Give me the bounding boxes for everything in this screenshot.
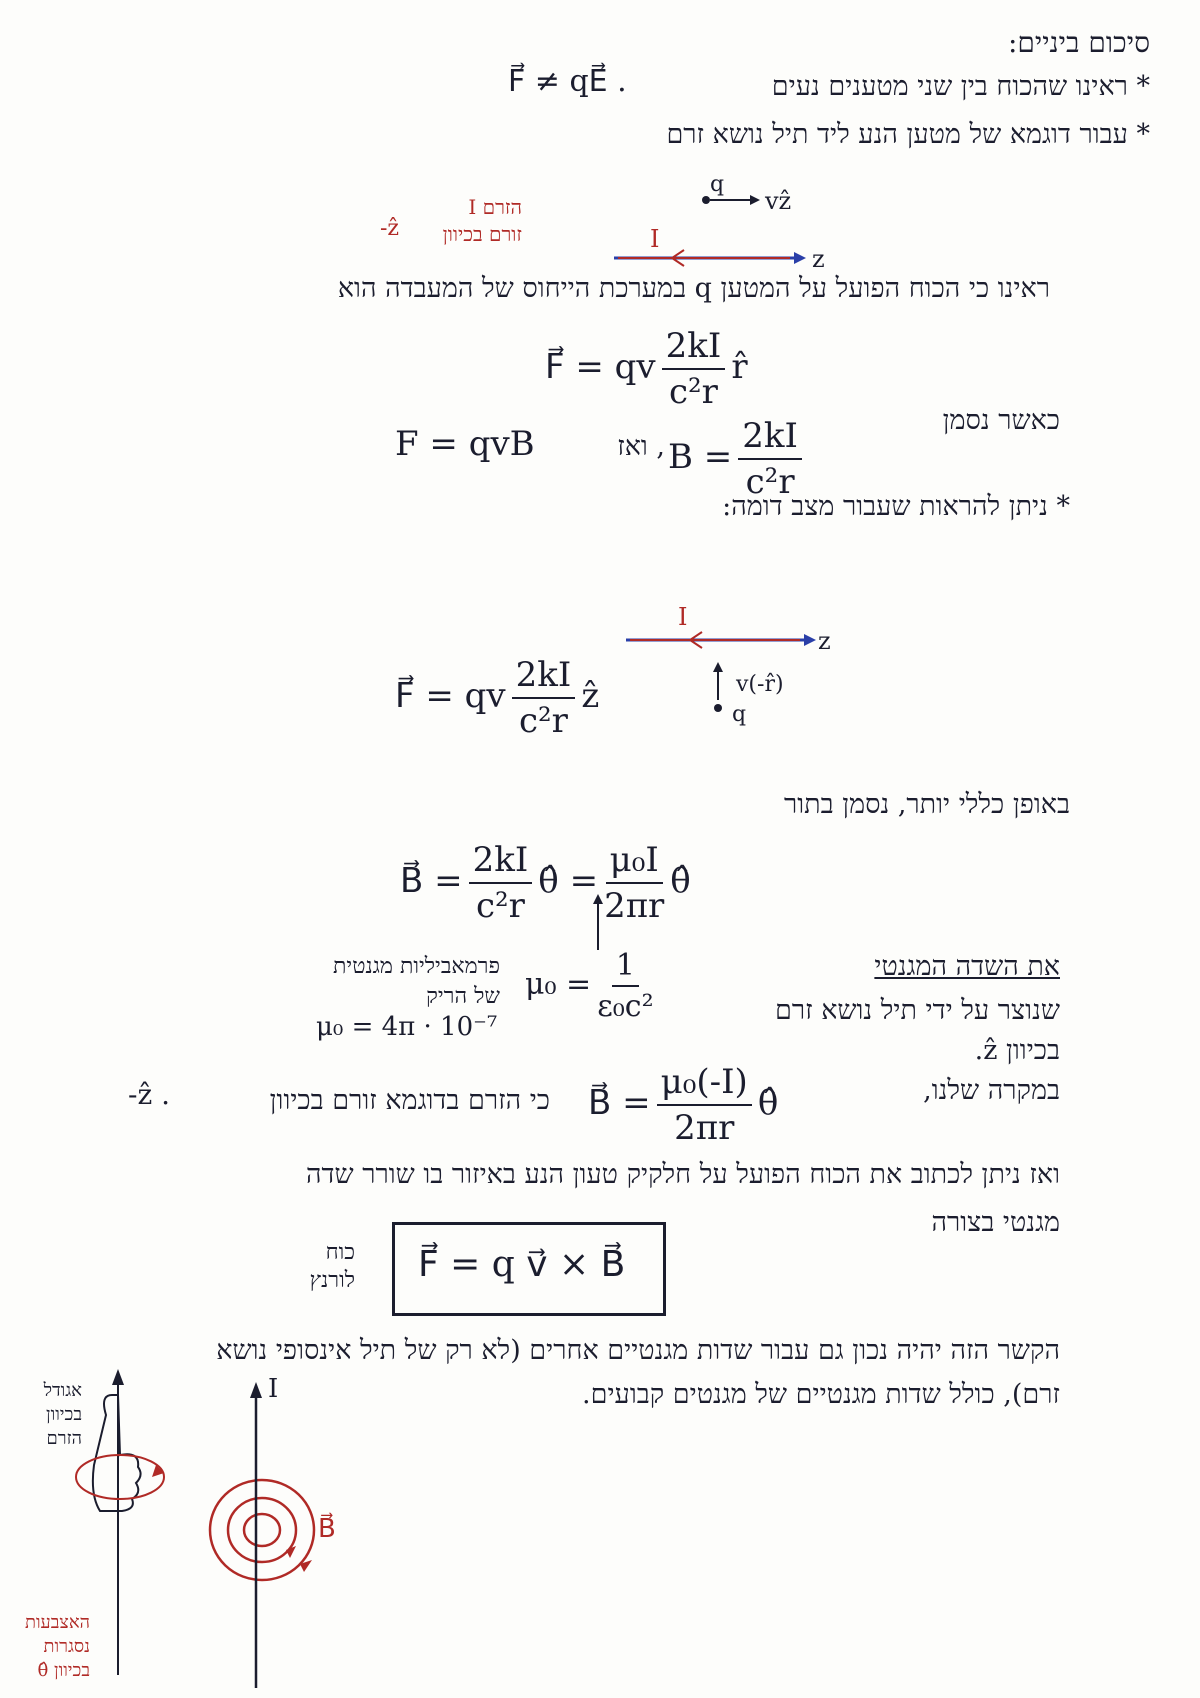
mu-def-lhs: μ₀ = bbox=[525, 967, 592, 1002]
diagram1-velocity-label: vẑ bbox=[765, 187, 792, 215]
lorentz-name-line1: כוח bbox=[325, 1240, 355, 1265]
b-def-lhs: B = bbox=[668, 437, 733, 477]
mu-label-line1: פרמאביליות מגנטית bbox=[333, 954, 500, 979]
diagram1-note-line2: זורם בכיוון bbox=[442, 222, 522, 246]
diagram1-current-label: I bbox=[650, 225, 660, 253]
bullet-moving-charges: * ראינו שהכוח בין שני מטענים נעים bbox=[771, 71, 1150, 102]
fingers-label-3: בכיוון θ̂ bbox=[37, 1660, 90, 1681]
force-intro-text: ראינו כי הכוח הפועל על המטען q במערכת הייחוס של המעבדה הוא bbox=[337, 273, 1050, 304]
diagram2-axis-label: z bbox=[818, 627, 831, 655]
eq1-lhs: F⃗ = qv bbox=[545, 347, 656, 387]
eq2-denominator: c²r bbox=[519, 701, 568, 741]
eq3-numerator-1: 2kI bbox=[469, 840, 533, 884]
mu-label-line2: של הריק bbox=[426, 984, 500, 1009]
eq3-unit-vector: θ̂ bbox=[670, 861, 691, 901]
eq1-fraction bbox=[662, 326, 726, 412]
eq3-fraction-1 bbox=[469, 840, 533, 926]
eq3-denominator-1: c²r bbox=[475, 886, 525, 926]
closing-text-line1: הקשר הזה יהיה נכון גם עבור שדות מגנטיים אחרים (לא רק של תיל אינסופי נושא bbox=[216, 1335, 1060, 1366]
case-numerator: μ₀(-I) bbox=[657, 1062, 752, 1106]
bullet-wire-example: * עבור דוגמא של מטען הנע ליד תיל נושא זרם bbox=[666, 119, 1150, 150]
lorentz-force-equation: F⃗ = q v⃗ × B⃗ bbox=[418, 1244, 626, 1285]
eq1-numerator: 2kI bbox=[662, 326, 726, 370]
diagram1-axis-label: z bbox=[812, 245, 825, 273]
mu-def-numerator: 1 bbox=[612, 948, 639, 987]
eq2-fraction bbox=[512, 655, 576, 741]
page-title: סיכום ביניים: bbox=[1007, 26, 1150, 59]
closing-text-line2: זרם), כולל שדות מגנטיים של מגנטים קבועים. bbox=[582, 1379, 1060, 1410]
field-text-line2: שנוצר על ידי תיל נושא זרם bbox=[774, 995, 1060, 1026]
b-def-denominator: c²r bbox=[745, 462, 795, 502]
case-note: כי הזרם בדוגמא זורם בכיוון bbox=[269, 1085, 550, 1116]
thumb-label-2: בכיוון bbox=[46, 1404, 82, 1425]
force-equation-1 bbox=[545, 326, 748, 412]
bullet-equation: F⃗ ≠ qE⃗ . bbox=[508, 64, 627, 99]
case-fraction bbox=[657, 1062, 752, 1148]
eq1-denominator: c²r bbox=[669, 372, 718, 412]
b-field-equation bbox=[400, 840, 691, 926]
diagram1-note-line1: הזרם I bbox=[468, 195, 522, 219]
fingers-label-2: נסגרות bbox=[43, 1636, 90, 1657]
mu-definition bbox=[525, 948, 660, 1024]
eq2-lhs: F⃗ = qv bbox=[395, 676, 506, 716]
lorentz-text-line1: ואז ניתן לכתוב את הכוח הפועל על חלקיק טעון הנע באיזור בו שורר שדה bbox=[306, 1159, 1060, 1190]
case-equation bbox=[588, 1062, 778, 1148]
wire-diagram-2 bbox=[620, 600, 840, 730]
case-text: במקרה שלנו, bbox=[923, 1075, 1060, 1106]
diagram2-current-label: I bbox=[678, 603, 688, 631]
eq2-numerator: 2kI bbox=[512, 655, 576, 699]
general-text: באופן כללי יותר, נסמן בתור bbox=[784, 789, 1070, 820]
eq3-fraction-2 bbox=[604, 840, 664, 926]
thumb-label-1: אגודל bbox=[43, 1380, 82, 1401]
fingers-label-1: האצבעות bbox=[24, 1612, 90, 1633]
define-b-text: כאשר נסמן bbox=[942, 405, 1060, 436]
thumb-label-3: הזרם bbox=[46, 1428, 82, 1449]
lorentz-name-line2: לורנץ bbox=[309, 1268, 355, 1293]
diagram2-velocity-label: v(-r̂) bbox=[736, 672, 784, 697]
eq2-unit-vector: ẑ bbox=[581, 676, 600, 716]
eq3-numerator-2: μ₀I bbox=[606, 840, 663, 884]
diagram1-charge-label: q bbox=[710, 172, 725, 197]
case-unit-vector: θ̂ bbox=[757, 1083, 779, 1123]
b-def-numerator: 2kI bbox=[738, 416, 802, 460]
diagram2-charge-label: q bbox=[732, 702, 747, 727]
lorentz-text-line2: מגנטי בצורה bbox=[931, 1207, 1060, 1238]
force-equation-2 bbox=[395, 655, 599, 741]
then-text: , ואז bbox=[617, 431, 665, 462]
case-direction: -ẑ . bbox=[128, 1078, 171, 1111]
mu-def-denominator: ε₀c² bbox=[597, 989, 654, 1024]
f-qvb-equation: F = qvB bbox=[395, 424, 535, 464]
eq3-denominator-2: 2πr bbox=[604, 886, 665, 926]
field-text-line3: בכיוון ẑ. bbox=[974, 1035, 1060, 1066]
loops-field-label: B⃗ bbox=[318, 1514, 336, 1544]
case-denominator: 2πr bbox=[674, 1108, 735, 1148]
mu-value: μ₀ = 4π · 10⁻⁷ bbox=[316, 1012, 498, 1042]
eq1-unit-vector: r̂ bbox=[731, 347, 748, 387]
case-lhs: B⃗ = bbox=[588, 1083, 651, 1123]
loops-current-label: I bbox=[268, 1374, 279, 1404]
eq3-middle: θ̂ = bbox=[538, 861, 599, 901]
mu-pointer-arrow bbox=[590, 892, 610, 952]
mu-def-fraction bbox=[597, 948, 653, 1024]
eq3-lhs: B⃗ = bbox=[400, 861, 463, 901]
diagram1-note-direction: -ẑ bbox=[380, 216, 400, 241]
field-text-line1: את השדה המגנטי bbox=[874, 951, 1060, 982]
similar-case-text: * ניתן להראות שעבור מצב דומה: bbox=[722, 491, 1070, 522]
